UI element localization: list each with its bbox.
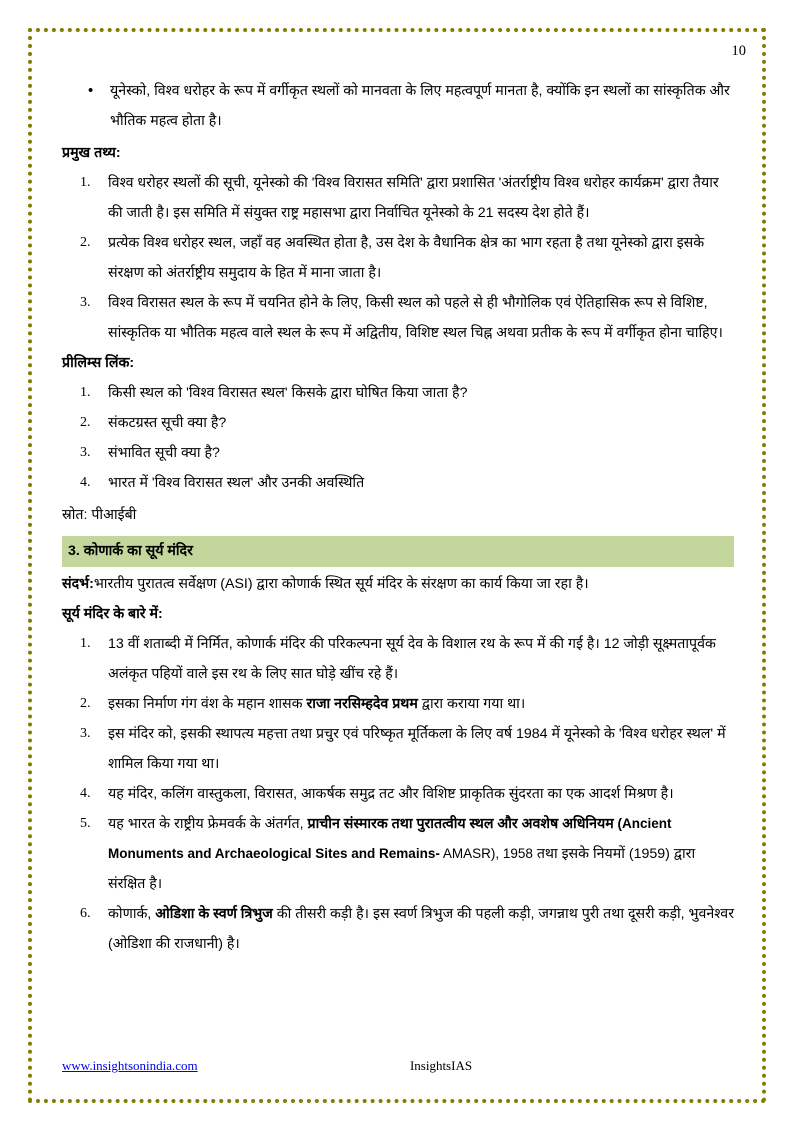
text-run: की तीसरी कड़ी है। इस स्वर्ण त्रिभुज की पहली कड़ी, जगन्नाथ पुरी तथा दूसरी कड़ी, भुवनेश्वर (ओडिशा की राजधानी) है। (108, 906, 734, 952)
key-facts-list (62, 168, 734, 348)
page-number: 10 (731, 43, 746, 59)
text-run: तथा इसके नियमों (1959) द्वारा संरक्षित है। (108, 846, 696, 892)
text-run: इस मंदिर को, इसकी स्थापत्य महत्ता तथा प्रचुर एवं परिष्कृत मूर्तिकला के लिए वर्ष 1984 में यूनेस्को के 'विश्व धरोहर स्थल' में शामिल किया गया था। (108, 726, 726, 772)
list-item (62, 689, 734, 719)
list-item (62, 779, 734, 809)
latin-run: AMASR), 1958 (439, 846, 533, 861)
text-run: यह मंदिर, कलिंग वास्तुकला, विरासत, आकर्षक समुद्र तट और विशिष्ट प्राकृतिक सुंदरता का एक आदर्श मिश्रण है। (108, 786, 674, 802)
about-heading: सूर्य मंदिर के बारे में: (62, 606, 163, 622)
list-item (62, 899, 734, 959)
bold-run: ओडिशा के स्वर्ण त्रिभुज (155, 906, 273, 922)
top-bullet-list (62, 76, 734, 136)
page-content (62, 76, 734, 959)
list-item: भारत में 'विश्व विरासत स्थल' और उनकी अवस्थिति (108, 475, 365, 491)
source-line: स्रोत: पीआईबी (62, 507, 137, 523)
list-item: प्रत्येक विश्व धरोहर स्थल, जहाँ वह अवस्थित होता है, उस देश के वैधानिक क्षेत्र का भाग रहता है तथा यूनेस्को द्वारा इसके संरक्षण को अंतर्राष्ट्रीय समुदाय के हित में माना जाता है। (108, 235, 705, 281)
section-title-banner: 3. कोणार्क का सूर्य मंदिर (62, 536, 734, 567)
text-run: इसका निर्माण गंग वंश के महान शासक (108, 696, 307, 712)
text-run: 13 वीं शताब्दी में निर्मित, कोणार्क मंदिर की परिकल्पना सूर्य देव के विशाल रथ के रूप में की गई है। 12 जोड़ी सूक्ष्मतापूर्वक अलंकृत पहियों वाले इस रथ के लिए सात घोड़े खींच रहे हैं। (108, 636, 716, 682)
section-context-line (62, 569, 734, 599)
website-link[interactable]: www.insightsonindia.com (62, 1058, 198, 1073)
list-item: किसी स्थल को 'विश्व विरासत स्थल' किसके द्वारा घोषित किया जाता है? (108, 385, 468, 401)
list-item: विश्व विरासत स्थल के रूप में चयनित होने के लिए, किसी स्थल को पहले से ही भौगोलिक एवं ऐतिहासिक रूप से विशिष्ट, सांस्कृतिक या भौतिक महत्व वाले स्थल के रूप में अद्वितीय, विशिष्ट स्थल चिह्न अथवा प्रतीक के रूप में वर्गीकृत होना चाहिए। (108, 295, 723, 341)
list-item (62, 809, 734, 899)
list-item (62, 719, 734, 779)
bold-run: राजा नरसिम्हदेव प्रथम (306, 696, 418, 712)
list-item: संकटग्रस्त सूची क्या है? (108, 415, 227, 431)
text-run: कोणार्क, (108, 906, 156, 922)
prelims-link-list (62, 378, 734, 498)
text-run: यह भारत के राष्ट्रीय फ्रेमवर्क के अंतर्गत, (108, 816, 308, 832)
list-item (62, 629, 734, 689)
latin-run: (Ancient Monuments and Archaeological Sites and Remains- (108, 816, 672, 861)
list-item: • यूनेस्को, विश्व धरोहर के रूप में वर्गीकृत स्थलों को मानवता के लिए महत्वपूर्ण मानता है, क्योंकि इन स्थलों का सांस्कृतिक और भौतिक महत्व होता है। (62, 76, 734, 136)
brand-label: InsightsIAS (409, 1058, 473, 1073)
page-footer (62, 1054, 734, 1078)
text-run: द्वारा कराया गया था। (417, 696, 526, 712)
context-label: संदर्भ: (62, 576, 94, 592)
list-item: संभावित सूची क्या है? (108, 445, 220, 461)
prelims-link-heading: प्रीलिम्स लिंक: (62, 355, 135, 371)
key-facts-heading: प्रमुख तथ्य: (62, 145, 121, 161)
section-item-list (62, 629, 734, 959)
list-item: विश्व धरोहर स्थलों की सूची, यूनेस्को की 'विश्व विरासत समिति' द्वारा प्रशासित 'अंतर्राष्ट्रीय विश्व धरोहर कार्यक्रम' द्वारा तैयार की जाती है। इस समिति में संयुक्त राष्ट्र महासभा द्वारा निर्वाचित यूनेस्को के 21 सदस्य देश होते हैं। (108, 175, 719, 221)
context-text: भारतीय पुरातत्व सर्वेक्षण (ASI) द्वारा कोणार्क स्थित सूर्य मंदिर के संरक्षण का कार्य किया जा रहा है। (93, 576, 589, 592)
bold-run: प्राचीन संस्मारक तथा पुरातत्वीय स्थल और अवशेष अधिनियम (307, 816, 614, 832)
